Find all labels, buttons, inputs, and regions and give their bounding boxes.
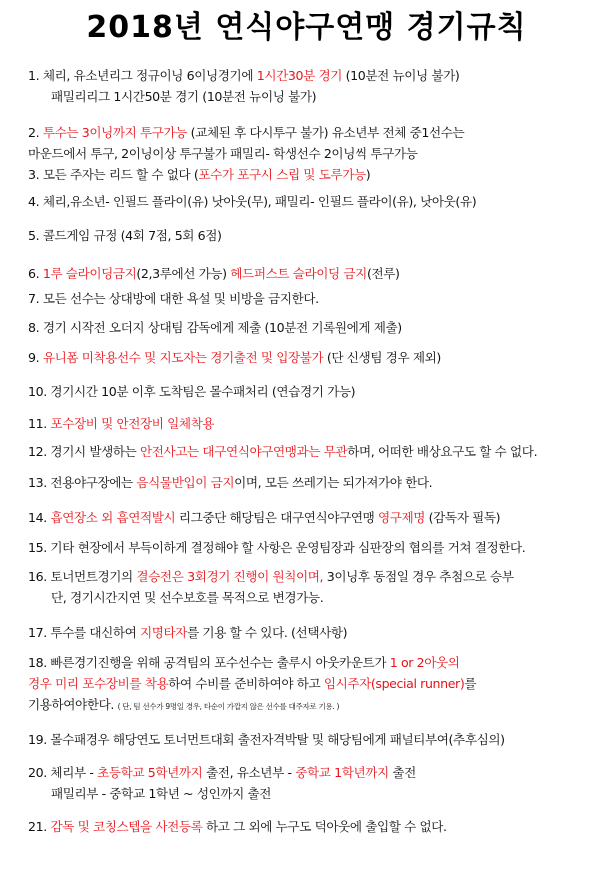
highlighted-text: 흡연장소 외 흡연적발시 (50, 510, 176, 525)
highlighted-text: 초등학교 5학년까지 (97, 765, 203, 780)
rule-item (28, 225, 598, 246)
rule-item (28, 65, 598, 107)
highlighted-text: 임시주자(special runner) (323, 676, 465, 691)
rule-text: 기용하여야한다. (28, 697, 118, 712)
rule-text: (감독자 필독) (425, 510, 501, 525)
rule-text: 출전 (388, 765, 416, 780)
rule-line (28, 762, 598, 783)
highlighted-text: 1시간30분 경기 (256, 68, 342, 83)
rule-item (28, 317, 598, 338)
rule-text: 4. 체리,유소년- 인필드 플라이(유) 낫아웃(무), 패밀리- 인필드 플라이(유), 낫아웃(유) (28, 194, 477, 209)
rule-text: 20. 체리부 - (28, 765, 98, 780)
rule-line (28, 472, 598, 493)
rule-item (28, 191, 598, 212)
rule-line (28, 191, 598, 212)
rule-text: 18. 빠른경기진행을 위해 공격팀의 포수선수는 출루시 아웃카운트가 (28, 655, 390, 670)
rule-text: 3이닝후 동점일 경우 추첨으로 승부 (323, 569, 514, 584)
highlighted-text: 1 or 2아웃의 (389, 655, 460, 670)
rule-line (28, 347, 598, 368)
rule-text: 8. 경기 시작전 오더지 상대팀 감독에게 제출 (10분전 기록원에게 제출) (28, 320, 402, 335)
rule-text: 10. 경기시간 10분 이후 도착팀은 몰수패처리 (연습경기 가능) (28, 384, 356, 399)
rule-item (28, 566, 598, 608)
rule-line (28, 86, 598, 107)
highlighted-text: 영구제명 (377, 510, 426, 525)
rule-text: 17. 투수를 대신하여 (28, 625, 140, 640)
rule-text: 7. 모든 선수는 상대방에 대한 욕설 및 비방을 금지한다. (28, 291, 319, 306)
rule-line (28, 673, 598, 694)
highlighted-text: 결승전은 3회경기 진행이 원칙이며, (136, 569, 324, 584)
rule-text: 하고 그 외에 누구도 덕아웃에 출입할 수 없다. (202, 819, 447, 834)
highlighted-text: 감독 및 코칭스텝을 사전등록 (50, 819, 203, 834)
rule-line (28, 507, 598, 528)
rule-line (28, 225, 598, 246)
rule-item (28, 122, 598, 185)
rule-line (28, 288, 598, 309)
rule-line (28, 413, 598, 434)
rule-text: 마운드에서 투구, 2이닝이상 투구불가 패밀리- 학생선수 2이닝씩 투구가능 (28, 146, 418, 161)
rule-text: 12. 경기시 발생하는 (28, 444, 140, 459)
rule-text: 19. 몰수패경우 해당연도 토너먼트대회 출전자격박탈 및 해당팀에게 패널티부여(추후심의) (28, 732, 505, 747)
rule-text: 11. (28, 416, 51, 431)
rule-item (28, 263, 598, 284)
rule-text: 5. 콜드게임 규정 (4회 7점, 5회 6점) (28, 228, 222, 243)
rule-item (28, 472, 598, 493)
rule-text: 16. 토너먼트경기의 (28, 569, 137, 584)
rule-line (28, 143, 598, 164)
rule-line (28, 587, 598, 608)
highlighted-text: 경우 미리 포수장비를 착용 (28, 676, 169, 691)
rule-line (28, 537, 598, 558)
rule-item (28, 729, 598, 750)
rule-text: 리그중단 해당팀은 대구연식야구연맹 (175, 510, 378, 525)
rule-item (28, 288, 598, 309)
rule-text: 하여 수비를 준비하여야 하고 (168, 676, 324, 691)
highlighted-text: 투수는 3이닝까지 투구가능 (42, 125, 188, 140)
rule-line (28, 381, 598, 402)
rule-line (28, 263, 598, 284)
rule-item (28, 413, 598, 434)
rule-item (28, 816, 598, 837)
highlighted-text: 지명타자 (140, 625, 188, 640)
highlighted-text: 중학교 1학년까지 (295, 765, 389, 780)
rule-text: 15. 기타 현장에서 부득이하게 결정해야 할 사항은 운영팀장과 심판장의 협의를 거쳐 결정한다. (28, 540, 526, 555)
rule-item (28, 347, 598, 368)
rule-line (28, 441, 598, 462)
rule-text: 3. 모든 주자는 리드 할 수 없다 ( (28, 167, 199, 182)
highlighted-text: 포수가 포구시 스립 및 도루가능 (198, 167, 366, 182)
highlighted-text: 포수장비 및 안전장비 일체착용 (50, 416, 215, 431)
rule-text: 1. 체리, 유소년리그 정규이닝 6이닝경기에 (28, 68, 257, 83)
page-title: 2018년 연식야구연맹 경기규칙 (86, 10, 527, 45)
rule-line (28, 317, 598, 338)
rule-text: 14. (28, 510, 51, 525)
rule-text: 패밀리부 - 중학교 1학년 ~ 성인까지 출전 (51, 786, 272, 801)
rule-text: 9. (28, 350, 43, 365)
rule-line (28, 783, 598, 804)
rule-text: 2. (28, 125, 43, 140)
rule-line (28, 729, 598, 750)
rule-text: 를 (464, 676, 477, 691)
rule-text: (교체된 후 다시투구 불가) 유소년부 전체 중1선수는 (187, 125, 465, 140)
rule-line (28, 652, 598, 673)
rule-text: 출전, 유소년부 - (202, 765, 296, 780)
rule-text: ) (365, 167, 371, 182)
rule-item (28, 652, 598, 717)
rule-line (28, 65, 598, 86)
highlighted-text: 헤드퍼스트 슬라이딩 금지 (230, 266, 367, 281)
highlighted-text: 1루 슬라이딩금지 (42, 266, 137, 281)
highlighted-text: 안전사고는 대구연식야구연맹과는 무관 (140, 444, 348, 459)
rule-line (28, 816, 598, 837)
rule-item (28, 441, 598, 462)
rule-text: 단, 경기시간지연 및 선수보호를 목적으로 변경가능. (51, 590, 324, 605)
rule-text: 6. (28, 266, 43, 281)
rule-text: 21. (28, 819, 51, 834)
rule-item (28, 507, 598, 528)
rule-text: (10분전 뉴이닝 불가) (341, 68, 460, 83)
rule-text: 패밀리리그 1시간50분 경기 (10분전 뉴이닝 불가) (51, 89, 317, 104)
rule-text: 하며, 어떠한 배상요구도 할 수 없다. (347, 444, 538, 459)
rule-line (28, 622, 598, 643)
rule-text: 를 기용 할 수 있다. (선택사항) (187, 625, 348, 640)
highlighted-text: 음식물반입이 금지 (136, 475, 235, 490)
rule-line (28, 164, 598, 185)
rule-line (28, 694, 598, 717)
rule-item (28, 622, 598, 643)
rule-text: ( 단, 팀 선수가 9명일 경우, 타순이 가깝지 않은 선수를 대주자로 기용. ) (117, 702, 340, 711)
rule-item (28, 381, 598, 402)
rule-text: (단 신생팀 경우 제외) (323, 350, 441, 365)
rule-line (28, 566, 598, 587)
rule-text: (전루) (366, 266, 400, 281)
rule-item (28, 537, 598, 558)
rule-text: 이며, 모든 쓰레기는 되가져가야 한다. (234, 475, 433, 490)
rule-item (28, 762, 598, 804)
rule-line (28, 122, 598, 143)
rule-text: 13. 전용야구장에는 (28, 475, 137, 490)
rule-text: (2,3루에선 가능) (136, 266, 231, 281)
highlighted-text: 유니폼 미착용선수 및 지도자는 경기출전 및 입장불가 (42, 350, 324, 365)
